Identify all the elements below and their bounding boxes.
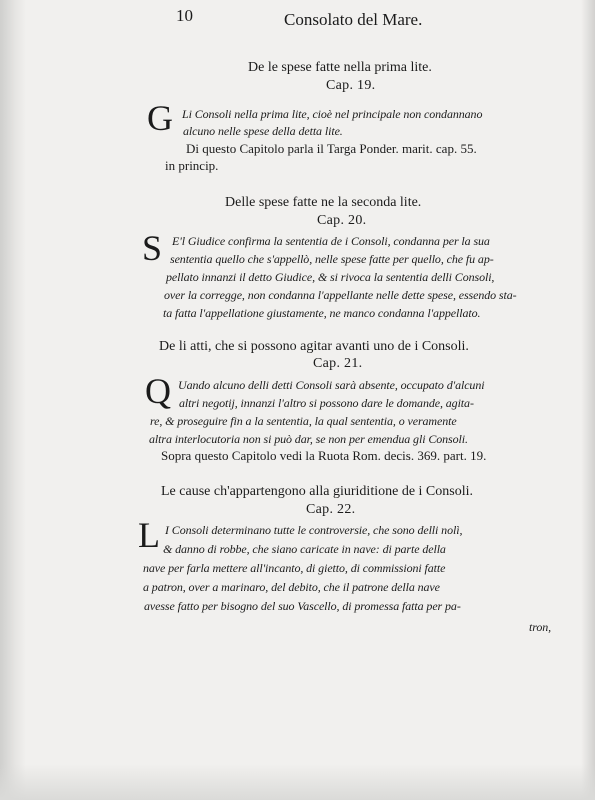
catchword: tron, bbox=[529, 620, 552, 634]
chapter-number: Cap. 22. bbox=[306, 502, 356, 517]
chapter-heading: Delle spese fatte ne la seconda lite. bbox=[225, 195, 422, 210]
chapter-text-line: avesse fatto per bisogno del suo Vascello, di promessa fatta per pa- bbox=[144, 599, 461, 613]
chapter-text-line: Li Consoli nella prima lite, cioè nel principale non condannano bbox=[182, 107, 483, 121]
chapter-text-line: pellato innanzi il detto Giudice, & si rivoca la sententia delli Consoli, bbox=[166, 270, 495, 284]
drop-cap: G bbox=[147, 98, 173, 138]
chapter-text-line: sententia quello che s'appellò, nelle spese fatte per quello, che fu ap- bbox=[170, 252, 494, 266]
page-gutter-shadow bbox=[0, 0, 26, 800]
chapter-text-line: a patron, over a marinaro, del debito, che il patrone della nave bbox=[143, 580, 440, 594]
drop-cap: L bbox=[138, 515, 160, 555]
chapter-text-line: Uando alcuno delli detti Consoli sarà absente, occupato d'alcuni bbox=[178, 378, 485, 392]
chapter-text-line: alcuno nelle spese della detta lite. bbox=[183, 124, 343, 138]
chapter-text-line: I Consoli determinano tutte le controversie, che sono delli nolì, bbox=[165, 523, 463, 537]
chapter-text-line: altra interlocutoria non si può dar, se non per emendua gli Consoli. bbox=[149, 432, 468, 446]
running-title: Consolato del Mare. bbox=[284, 10, 423, 29]
chapter-text-line: E'l Giudice confirma la sententia de i Consoli, condanna per la sua bbox=[172, 234, 490, 248]
page-edge-shadow bbox=[581, 0, 595, 800]
chapter-number: Cap. 21. bbox=[313, 356, 363, 371]
chapter-text-line: & danno di robbe, che siano caricate in nave: di parte della bbox=[163, 542, 446, 556]
commentary-line: Di questo Capitolo parla il Targa Ponder. marit. cap. 55. bbox=[186, 141, 477, 156]
drop-cap: Q bbox=[145, 371, 171, 411]
chapter-number: Cap. 19. bbox=[326, 78, 376, 93]
chapter-text-line: altri negotij, innanzi l'altro si possono dare le domande, agita- bbox=[179, 396, 474, 410]
chapter-text-line: re, & proseguire fin a la sententia, la qual sententia, o veramente bbox=[150, 414, 457, 428]
chapter-text-line: ta fatta l'appellatione giustamente, ne manco condanna l'appellato. bbox=[163, 306, 481, 320]
page-bottom-shadow bbox=[0, 764, 595, 800]
drop-cap: S bbox=[142, 228, 163, 268]
chapter-heading: De le spese fatte nella prima lite. bbox=[248, 60, 432, 75]
page-number: 10 bbox=[176, 6, 193, 25]
commentary-line: Sopra questo Capitolo vedi la Ruota Rom. decis. 369. part. 19. bbox=[161, 448, 487, 463]
chapter-text-line: over la corregge, non condanna l'appellante nelle dette spese, essendo sta- bbox=[164, 288, 517, 302]
chapter-number: Cap. 20. bbox=[317, 213, 367, 228]
chapter-text-line: nave per farla mettere all'incanto, di gietto, di commissioni fatte bbox=[143, 561, 446, 575]
chapter-heading: Le cause ch'appartengono alla giuriditione de i Consoli. bbox=[161, 484, 473, 499]
commentary-line: in princip. bbox=[165, 158, 219, 173]
chapter-heading: De li atti, che si possono agitar avanti uno de i Consoli. bbox=[159, 339, 469, 354]
